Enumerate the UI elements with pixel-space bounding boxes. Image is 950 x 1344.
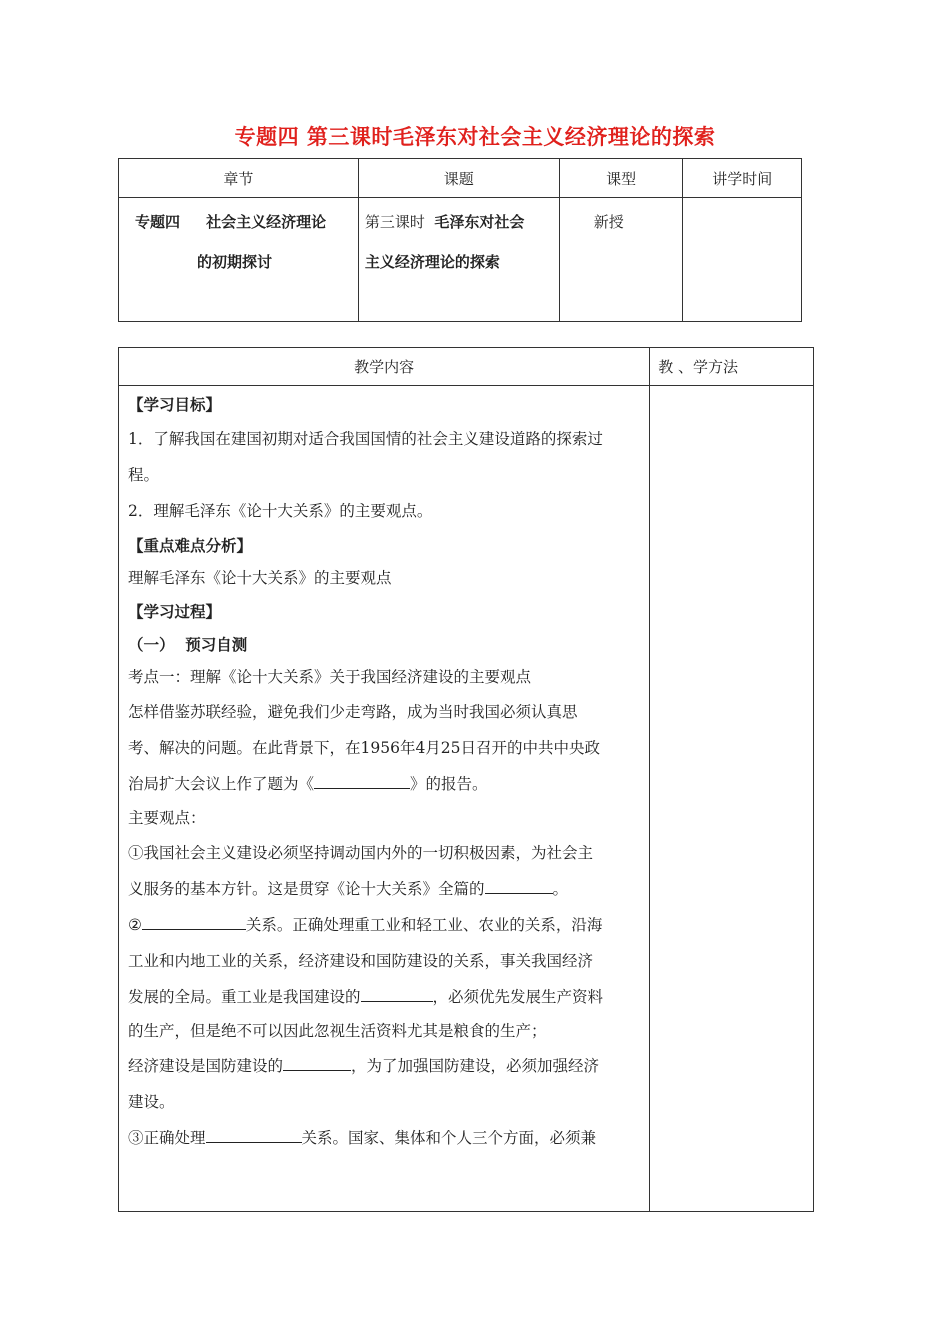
page-title: 专题四 第三课时毛泽东对社会主义经济理论的探索 — [234, 125, 716, 149]
para-line-3: 治局扩大会议上作了题为《 》的报告。 — [128, 775, 488, 793]
time-cell — [683, 198, 802, 322]
header-time: 讲学时间 — [683, 159, 802, 198]
fill-blank[interactable] — [142, 915, 246, 930]
section-goals: 【学习目标】 — [128, 395, 222, 414]
point-1-line-2: 义服务的基本方针。这是贯穿《论十大关系》全篇的 。 — [128, 880, 569, 898]
goal-1: 1．了解我国在建国初期对适合我国国情的社会主义建设道路的探索过 — [128, 430, 603, 448]
header-type: 课型 — [559, 159, 683, 198]
point-2-line-1: ② 关系。正确处理重工业和轻工业、农业的关系，沿海 — [128, 916, 603, 934]
para-line-2: 考、解决的问题。在此背景下，在1956年4月25日召开的中共中央政 — [128, 739, 601, 757]
goal-1-cont: 程。 — [128, 466, 160, 484]
fill-blank[interactable] — [283, 1056, 351, 1071]
fill-blank[interactable] — [361, 987, 433, 1002]
goal-2: 2．理解毛泽东《论十大关系》的主要观点。 — [128, 502, 433, 520]
method-cell — [650, 386, 814, 1212]
keypoint-text: 理解毛泽东《论十大关系》的主要观点 — [128, 569, 392, 587]
fill-blank[interactable] — [485, 879, 553, 894]
header-chapter: 章节 — [119, 159, 359, 198]
point-2-line-5: 经济建设是国防建设的 ，为了加强国防建设，必须加强经济 — [128, 1057, 600, 1075]
topic-prefix: 第三课时 — [364, 213, 435, 231]
lesson-info-table — [118, 158, 802, 322]
point-2-line-2: 工业和内地工业的关系，经济建设和国防建设的关系，事关我国经济 — [128, 952, 594, 970]
topic-bold: 毛泽东对社会 — [434, 213, 525, 231]
info-header-row — [119, 159, 802, 198]
point-2-line-6: 建设。 — [128, 1093, 175, 1111]
teaching-content-cell — [119, 386, 650, 1212]
topic-cell — [358, 198, 559, 322]
header-teaching-content: 教学内容 — [119, 348, 650, 386]
main-points-label: 主要观点： — [128, 809, 206, 827]
point-2-line-3: 发展的全局。重工业是我国建设的 ，必须优先发展生产资料 — [128, 988, 604, 1006]
chapter-line-1: 专题四 社会主义经济理论 — [135, 213, 327, 231]
header-method: 教 、学方法 — [650, 348, 814, 386]
content-table — [118, 347, 814, 1212]
section-process: 【学习过程】 — [128, 602, 222, 621]
exam-point-1: 考点一：理解《论十大关系》关于我国经济建设的主要观点 — [128, 668, 532, 686]
content-header-row — [119, 348, 814, 386]
point-2-line-4: 的生产，但是绝不可以因此忽视生活资料尤其是粮食的生产； — [128, 1022, 547, 1040]
subsection-preview: （一） 预习自测 — [128, 635, 248, 654]
fill-blank[interactable] — [206, 1128, 302, 1143]
fill-blank[interactable] — [314, 774, 410, 789]
point-1-line-1: ①我国社会主义建设必须坚持调动国内外的一切积极因素，为社会主 — [128, 844, 594, 862]
para-line-1: 怎样借鉴苏联经验，避免我们少走弯路，成为当时我国必须认真思 — [128, 703, 578, 721]
point-3-line-1: ③正确处理 关系。国家、集体和个人三个方面，必须兼 — [128, 1129, 597, 1147]
chapter-line-2: 的初期探讨 — [197, 253, 273, 271]
content-body-row — [119, 386, 814, 1212]
chapter-cell — [119, 198, 359, 322]
info-body-row — [119, 198, 802, 322]
section-keypoints: 【重点难点分析】 — [128, 536, 253, 555]
header-topic: 课题 — [358, 159, 559, 198]
topic-line-2: 主义经济理论的探索 — [364, 253, 500, 271]
type-cell: 新授 — [559, 198, 683, 322]
